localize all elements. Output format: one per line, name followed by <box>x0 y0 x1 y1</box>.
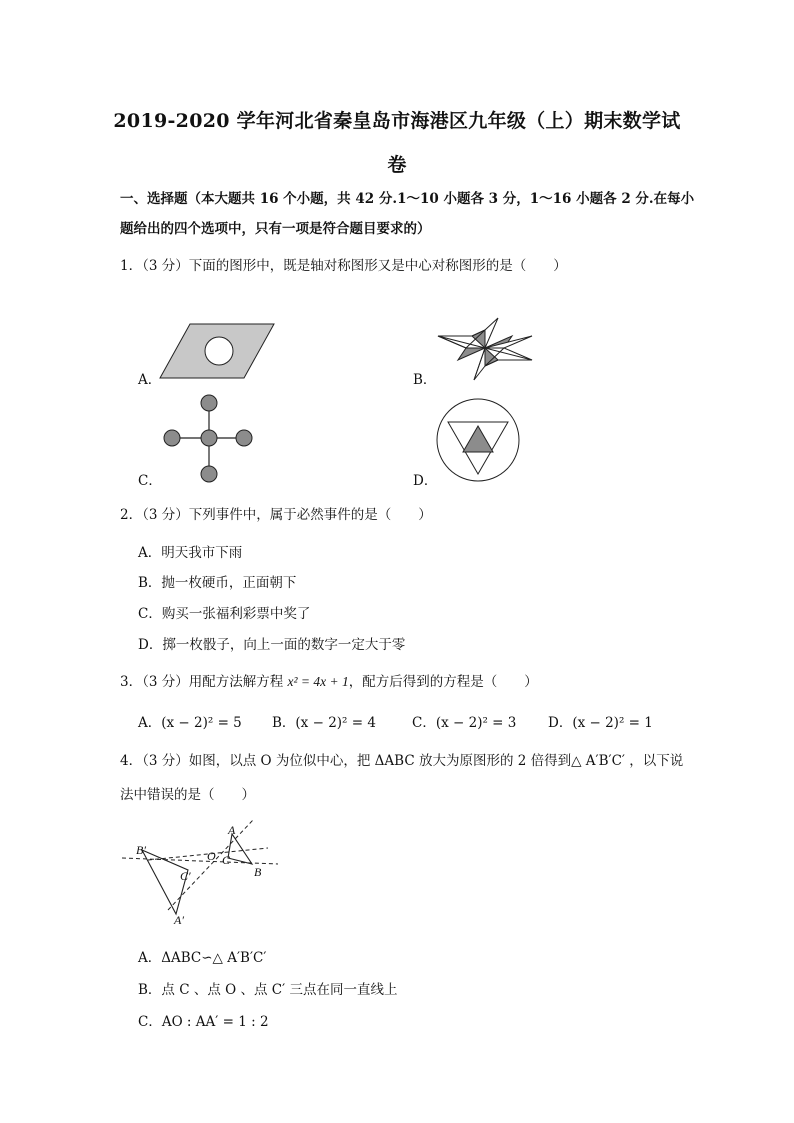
q1-option-b-label[interactable]: B． <box>413 372 437 388</box>
q4-option-b[interactable]: B．点 C 、点 O 、点 C′ 三点在同一直线上 <box>138 982 398 998</box>
q1-option-d-label[interactable]: D． <box>413 473 438 489</box>
label-o: O <box>207 849 216 863</box>
q3-option-c[interactable]: C．(x − 2)² = 3 <box>412 715 517 731</box>
circle-left <box>164 430 180 446</box>
cross-of-circles-figure <box>162 394 262 484</box>
q3-option-a[interactable]: A．(x − 2)² = 5 <box>138 715 242 731</box>
label-c: C <box>222 853 231 867</box>
page-title-line1: 2019-2020 学年河北省秦皇岛市海港区九年级（上）期末数学试 <box>113 110 681 132</box>
q1-option-a-label[interactable]: A． <box>138 372 162 388</box>
q2-option-b[interactable]: B．抛一枚硬币，正面朝下 <box>138 575 297 591</box>
dashed-line-bprime-b <box>122 858 278 864</box>
section-heading-line2: 题给出的四个选项中，只有一项是符合题目要求的） <box>120 221 431 237</box>
circle-bottom <box>201 466 217 482</box>
q2-stem: 2．（3 分）下列事件中，属于必然事件的是（ ） <box>120 507 432 523</box>
label-a-prime: A′ <box>174 913 184 927</box>
q3-stem-before: 3．（3 分）用配方法解方程 <box>120 674 288 690</box>
q2-option-a[interactable]: A．明天我市下雨 <box>138 545 243 561</box>
label-b: B <box>254 865 262 879</box>
parallelogram-circle-figure <box>160 322 280 382</box>
circle-triangle-figure <box>437 396 537 486</box>
label-b-prime: B′ <box>136 843 146 857</box>
q2-option-d[interactable]: D．掷一枚骰子，向上一面的数字一定大于零 <box>138 637 406 653</box>
q4-stem-line1: 4．（3 分）如图，以点 O 为位似中心，把 ΔABC 放大为原图形的 2 倍得到△ A′B′C′ ，以下说 <box>120 753 684 769</box>
circle-center <box>201 430 217 446</box>
q3-stem <box>120 670 538 690</box>
q3-option-d[interactable]: D．(x − 2)² = 1 <box>548 715 653 731</box>
circle-hole-shape <box>205 337 233 365</box>
homothety-figure <box>118 820 288 930</box>
triangle-abc <box>228 834 252 864</box>
q3-stem-after: ，配方后得到的方程是（ ） <box>348 674 538 690</box>
circle-right <box>236 430 252 446</box>
q4-option-c[interactable]: C．AO : AA′ = 1 : 2 <box>138 1014 269 1030</box>
q3-option-b[interactable]: B．(x − 2)² = 4 <box>272 715 376 731</box>
q3-stem-equation: x² = 4x + 1 <box>287 674 349 689</box>
q4-stem-line2: 法中错误的是（ ） <box>120 787 255 803</box>
label-c-prime: C′ <box>180 869 191 883</box>
q1-stem: 1．（3 分）下面的图形中，既是轴对称图形又是中心对称图形的是（ ） <box>120 258 567 274</box>
label-a: A <box>228 823 236 837</box>
section-heading-line1: 一、选择题（本大题共 16 个小题，共 42 分.1～10 小题各 3 分，1～16 小题各 2 分.在每小 <box>120 191 695 207</box>
page-title-line2: 卷 <box>387 154 407 176</box>
q4-option-a[interactable]: A．ΔABC∽△ A′B′C′ <box>138 950 267 966</box>
q1-option-c-label[interactable]: C． <box>138 473 162 489</box>
q2-option-c[interactable]: C．购买一张福利彩票中奖了 <box>138 606 311 622</box>
circle-top <box>201 395 217 411</box>
pinwheel-figure <box>438 314 538 384</box>
